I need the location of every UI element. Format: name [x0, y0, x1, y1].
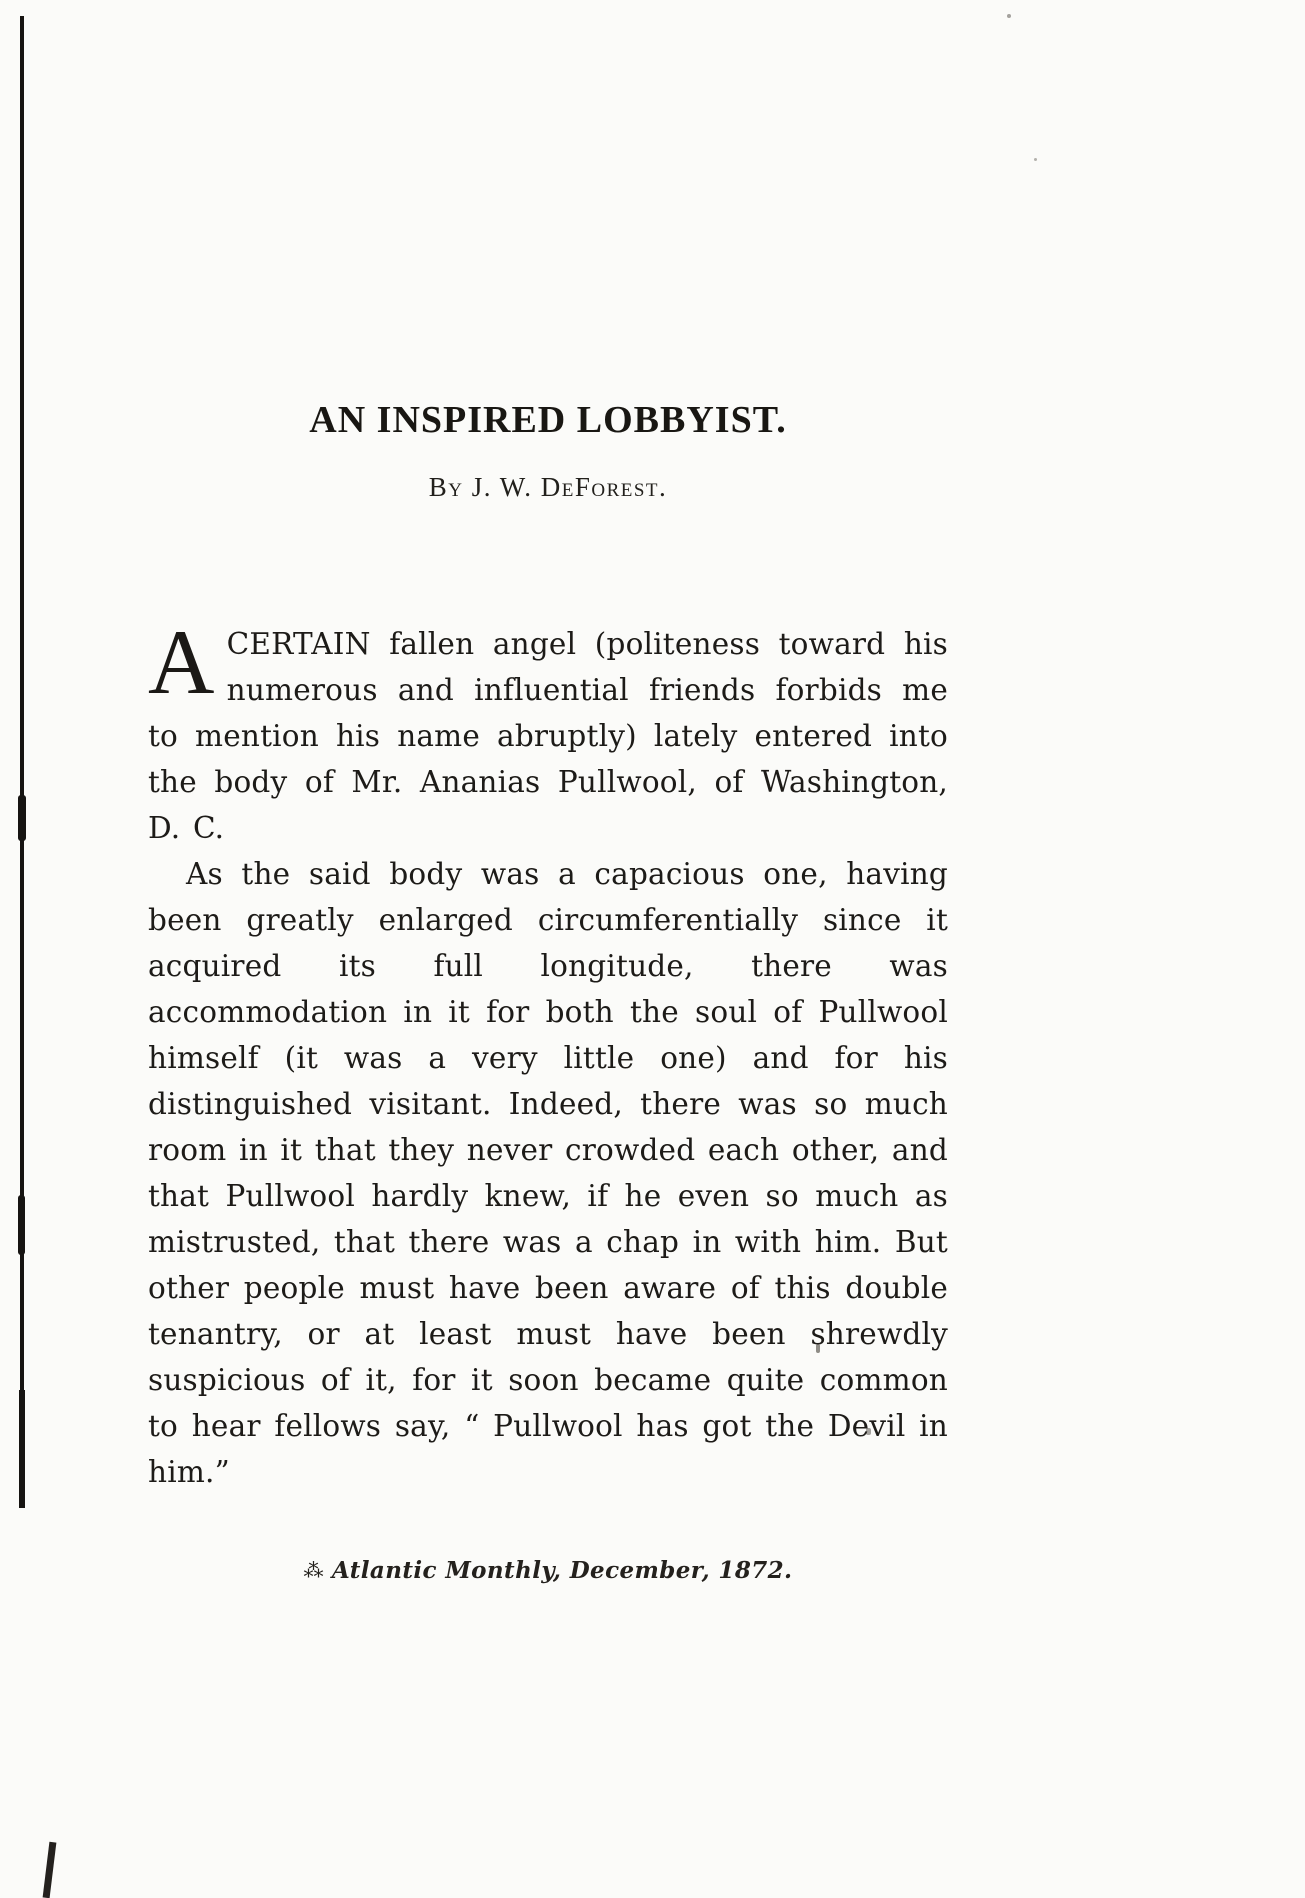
binding-edge-notch [18, 1195, 25, 1255]
article-content [148, 398, 948, 1584]
binding-edge-notch [18, 795, 26, 841]
footnote-citation: Atlantic Monthly, December, 1872. [331, 1557, 793, 1584]
paragraph-opening-text: CERTAIN fallen angel (politeness toward his numerous and influential friends forbids me to mention his name abruptly) lately entered into the body of Mr. Ananias Pullwool, of Washington, D. C. [148, 627, 948, 845]
scan-corner-mark [43, 1842, 57, 1898]
paragraph-second: As the said body was a capacious one, having been greatly enlarged circumferentially since it acquired its full longitude, there was accommodation in it for both the soul of Pullwool himself (it was a very little one) and for his distinguished visitant. Indeed, there was so much room in it that they never crowded each other, and that Pullwool hardly knew, if he even so much as mistrusted, that there was a chap in with him. But other people must have been aware of this double tenantry, or at least must have been shrewdly suspicious of it, for it soon became quite common to hear fellows say, “ Pullwool has got the Devil in him.” [148, 857, 948, 1489]
drop-cap-letter: A [148, 611, 215, 713]
paragraph-opening [148, 611, 948, 851]
asterism-mark: ⁂ [303, 1558, 324, 1582]
footnote [148, 1557, 948, 1584]
article-byline: By J. W. DeForest. [428, 472, 668, 502]
scan-speck [1007, 14, 1011, 18]
scan-speck [1034, 158, 1037, 161]
article-body [148, 611, 948, 1495]
article-title: AN INSPIRED LOBBYIST. [309, 399, 787, 441]
binding-edge-notch [19, 1390, 25, 1508]
binding-edge-line [20, 16, 24, 1508]
